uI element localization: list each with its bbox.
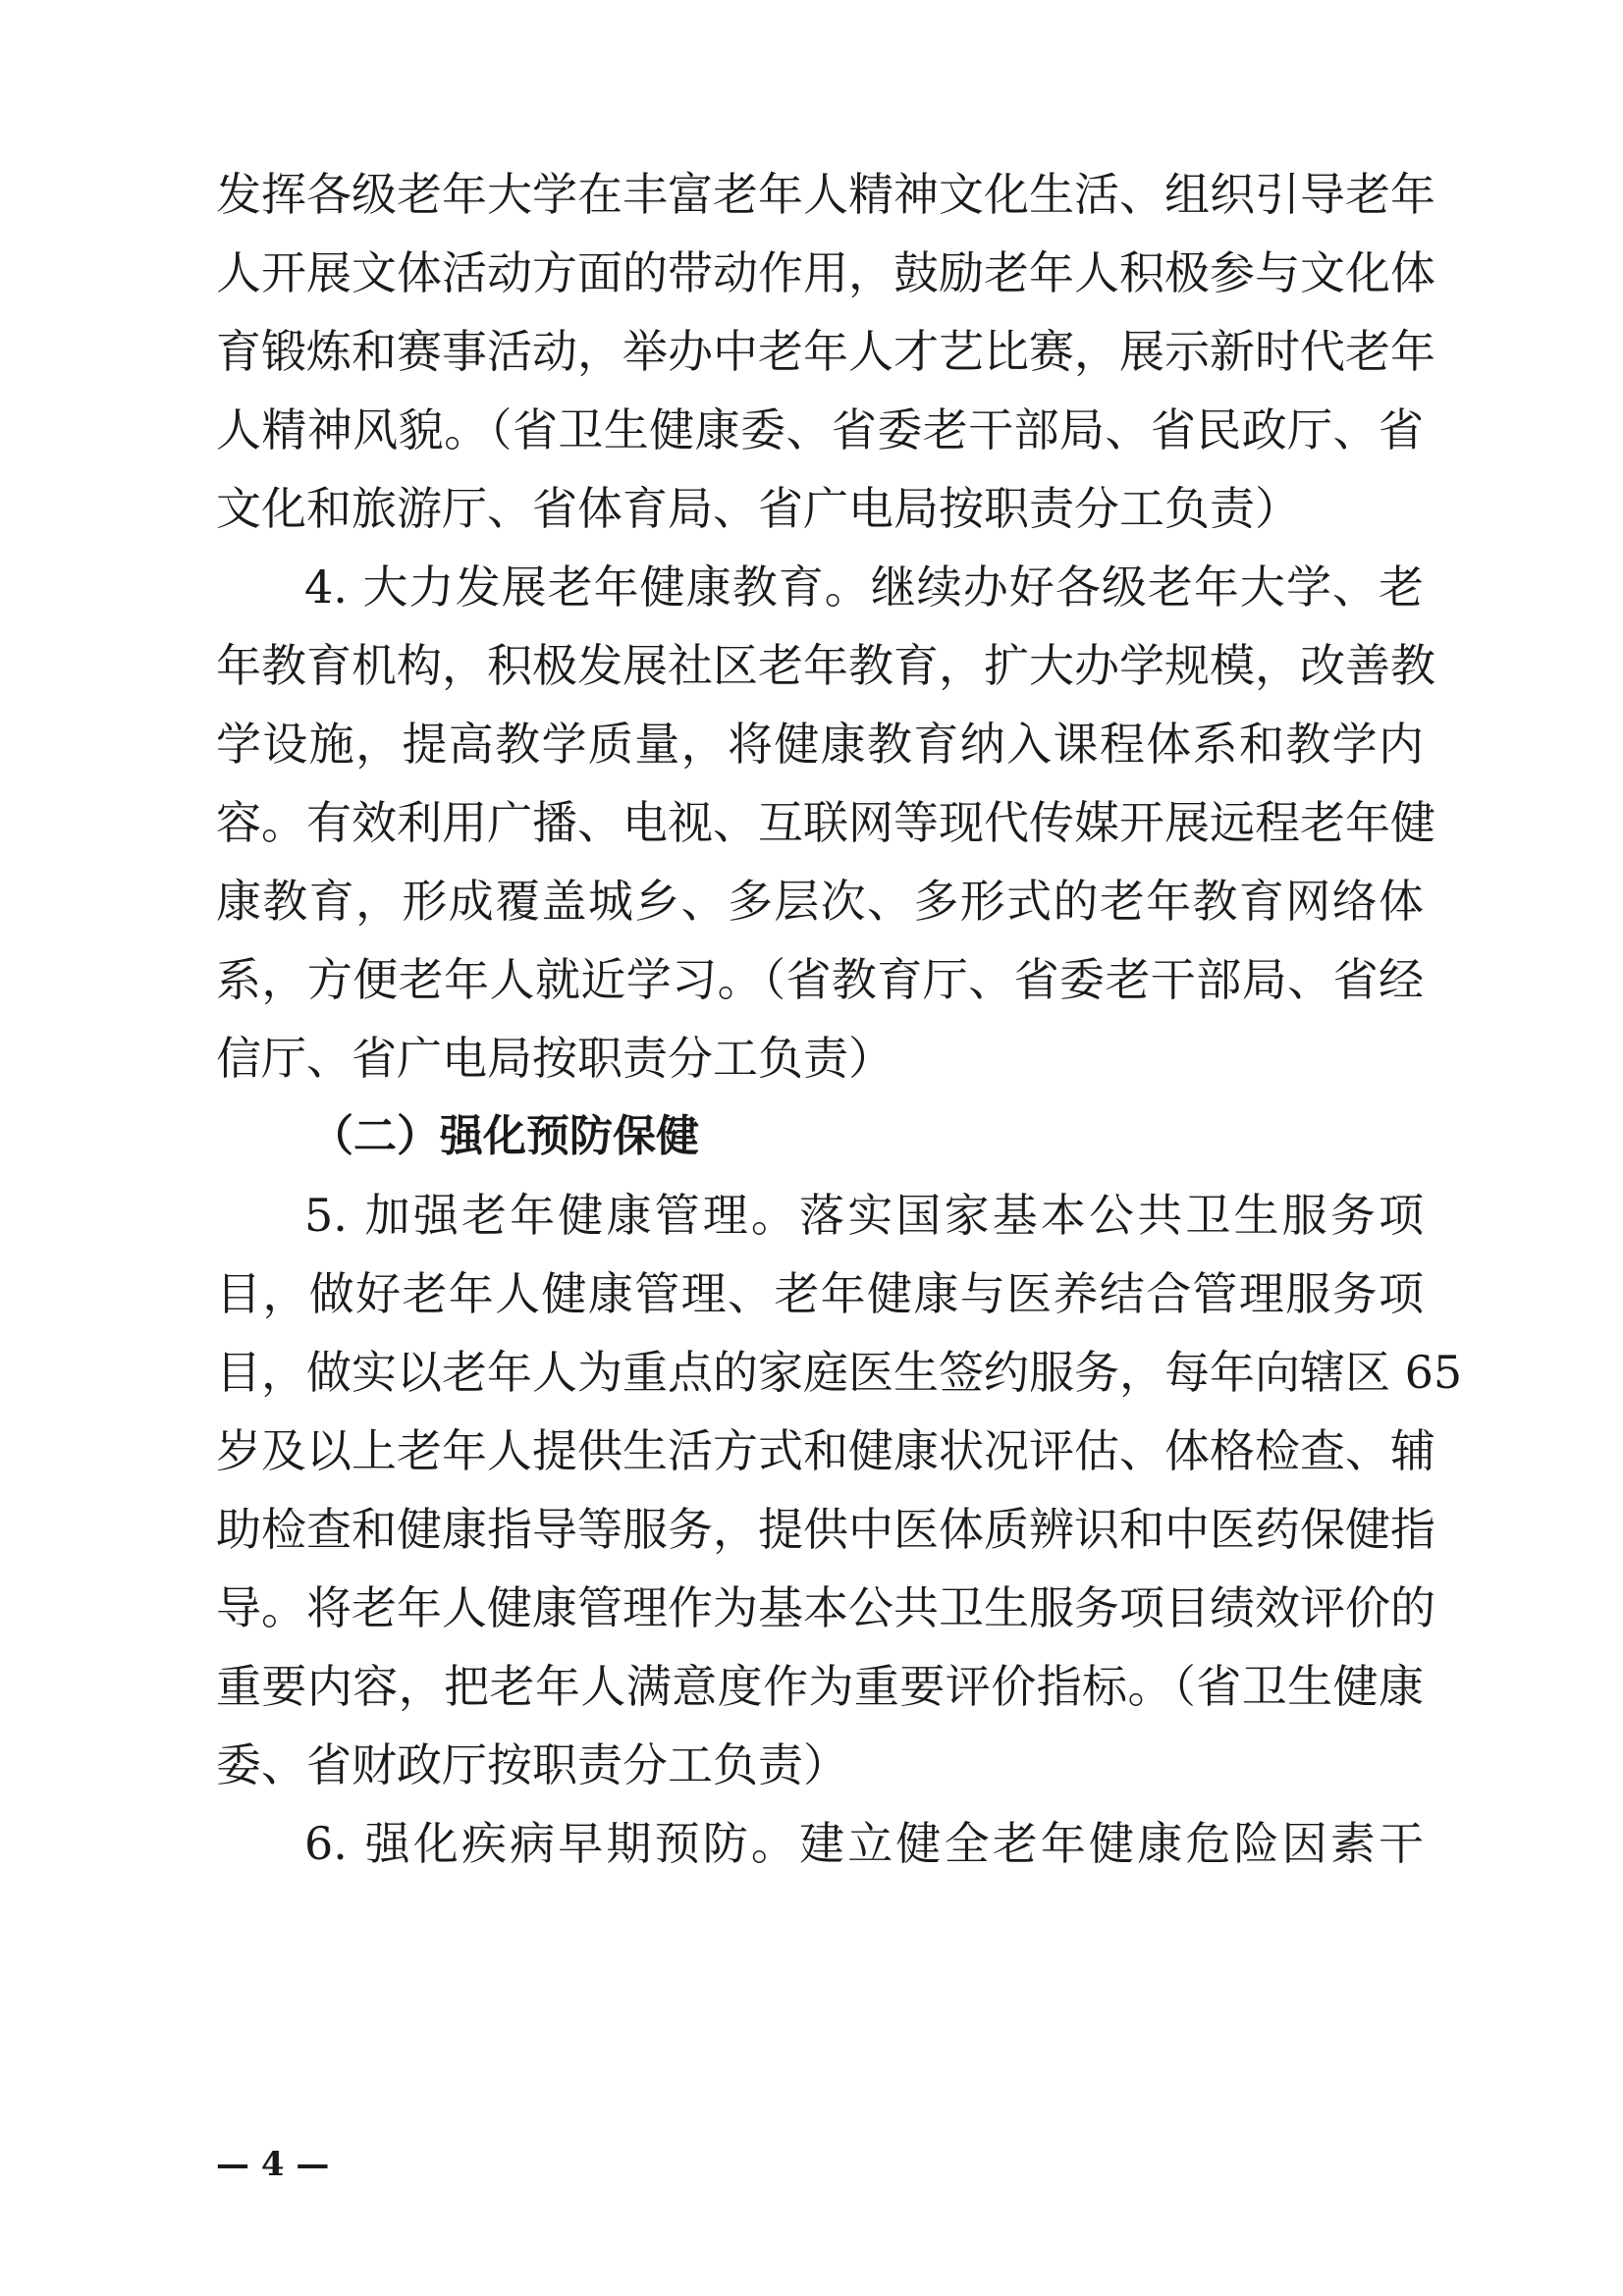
paragraph-5-line-7: 重要内容，把老年人满意度作为重要评价指标。（省卫生健康 <box>216 1660 1424 1713</box>
paragraph-4-line-3: 学设施，提高教学质量，将健康教育纳入课程体系和教学内 <box>216 718 1424 771</box>
paragraph-4-line-1: 4. 大力发展老年健康教育。继续办好各级老年大学、老 <box>304 561 1424 614</box>
paragraph-5-line-3: 目，做实以老年人为重点的家庭医生签约服务，每年向辖区 65 <box>216 1346 1463 1399</box>
paragraph-3-line-4: 人精神风貌。（省卫生健康委、省委老干部局、省民政厅、省 <box>216 403 1424 456</box>
paragraph-3-line-3: 育锻炼和赛事活动，举办中老年人才艺比赛，展示新时代老年 <box>216 325 1435 378</box>
paragraph-3-line-1: 发挥各级老年大学在丰富老年人精神文化生活、组织引导老年 <box>216 168 1435 221</box>
paragraph-5-line-8: 委、省财政厅按职责分工负责） <box>216 1738 848 1791</box>
paragraph-4-line-4: 容。有效利用广播、电视、互联网等现代传媒开展远程老年健 <box>216 796 1435 849</box>
paragraph-3-line-5: 文化和旅游厅、省体育局、省广电局按职责分工负责） <box>216 482 1300 535</box>
paragraph-5-line-2: 目，做好老年人健康管理、老年健康与医养结合管理服务项 <box>216 1267 1424 1320</box>
page-number: — 4 — <box>216 2145 330 2184</box>
paragraph-5-line-6: 导。将老年人健康管理作为基本公共卫生服务项目绩效评价的 <box>216 1581 1435 1634</box>
section-heading: （二）强化预防保健 <box>310 1111 699 1161</box>
paragraph-5-line-4: 岁及以上老年人提供生活方式和健康状况评估、体格检查、辅 <box>216 1424 1435 1477</box>
paragraph-6-line-1: 6. 强化疾病早期预防。建立健全老年健康危险因素干 <box>304 1817 1424 1870</box>
paragraph-4-line-7: 信厅、省广电局按职责分工负责） <box>216 1032 893 1085</box>
paragraph-4-line-5: 康教育，形成覆盖城乡、多层次、多形式的老年教育网络体 <box>216 875 1424 928</box>
paragraph-5-line-5: 助检查和健康指导等服务，提供中医体质辨识和中医药保健指 <box>216 1503 1435 1556</box>
paragraph-5-line-1: 5. 加强老年健康管理。落实国家基本公共卫生服务项 <box>304 1189 1424 1242</box>
paragraph-4-line-2: 年教育机构，积极发展社区老年教育，扩大办学规模，改善教 <box>216 639 1435 692</box>
paragraph-4-line-6: 系，方便老年人就近学习。（省教育厅、省委老干部局、省经 <box>216 953 1424 1006</box>
paragraph-3-line-2: 人开展文体活动方面的带动作用，鼓励老年人积极参与文化体 <box>216 246 1435 299</box>
